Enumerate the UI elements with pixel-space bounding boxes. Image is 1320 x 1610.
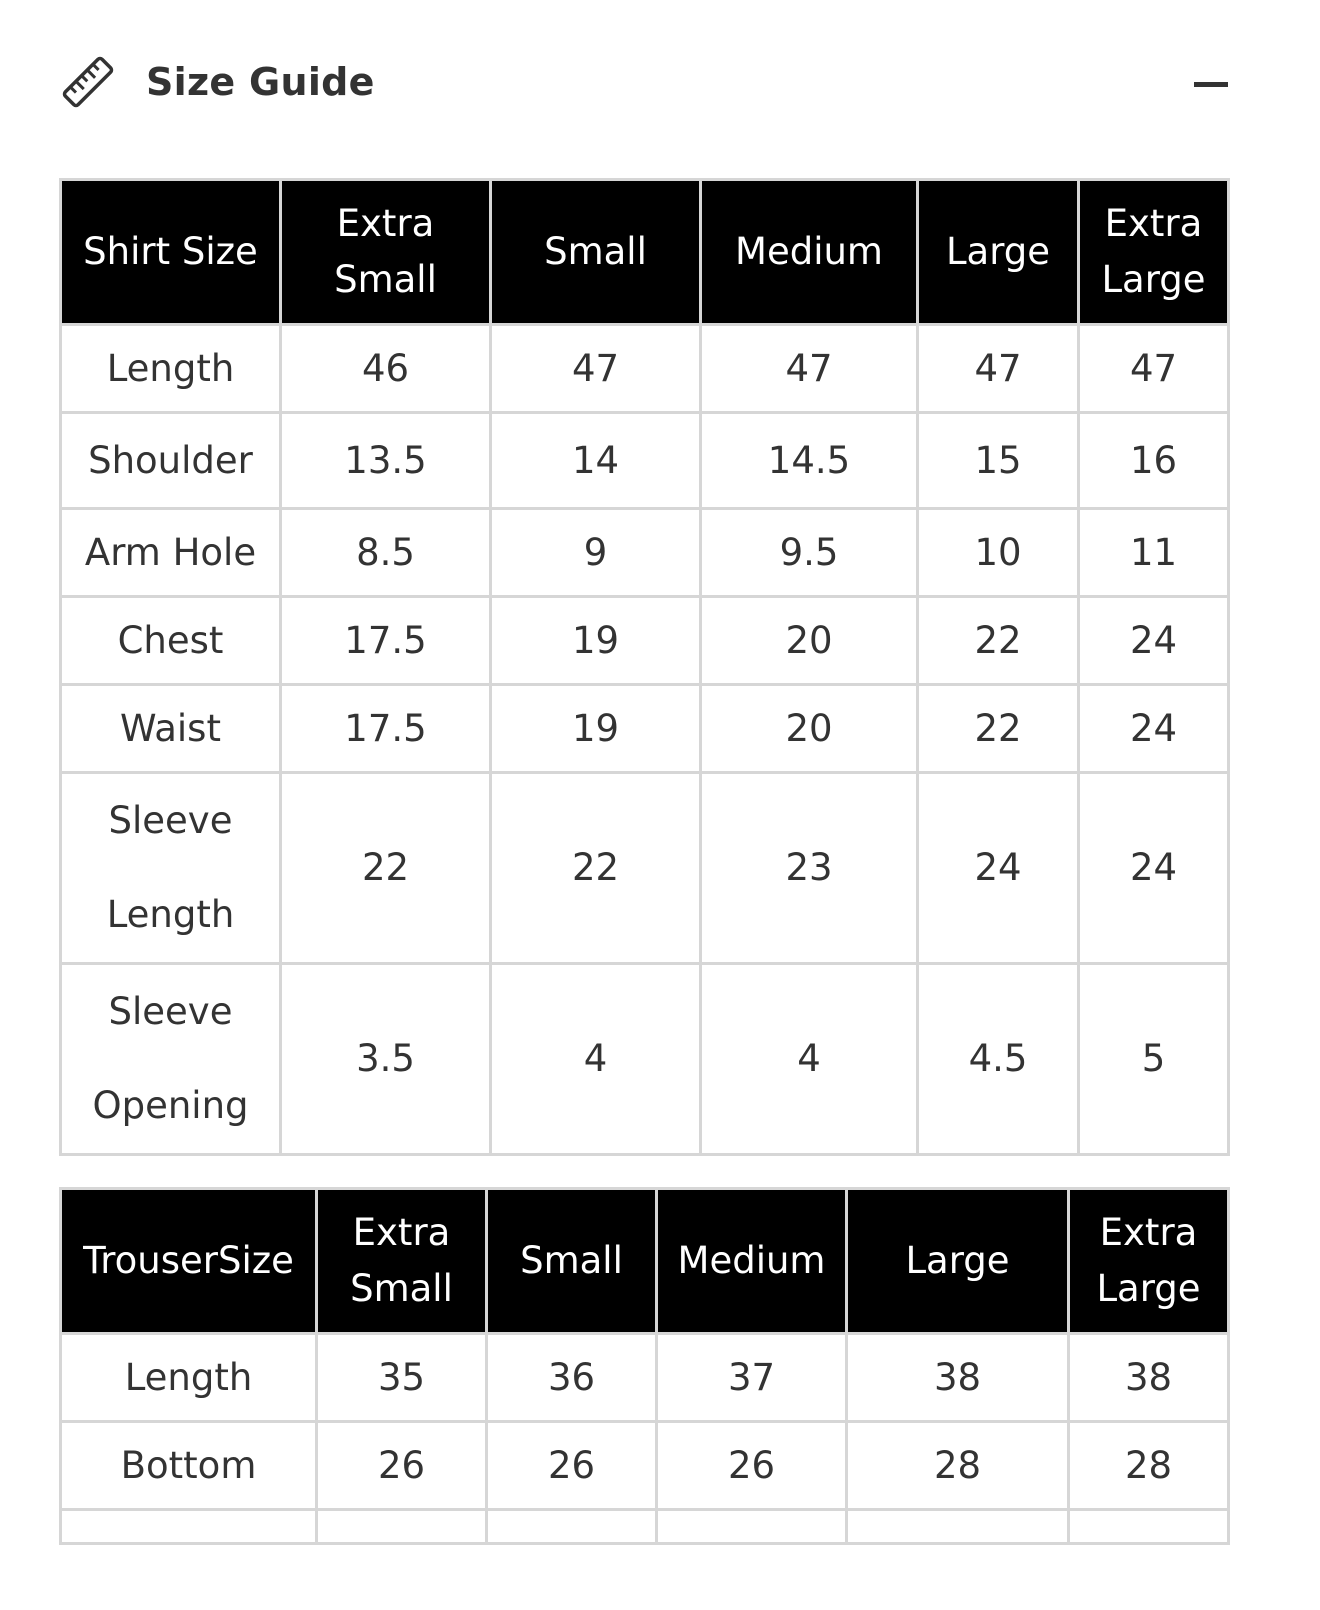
table-row (61, 964, 1229, 1155)
table-cell: 36 (487, 1334, 657, 1422)
table-cell: 17.5 (281, 597, 491, 685)
table-cell: 47 (491, 325, 701, 413)
header-cell: Extra Small (281, 180, 491, 325)
table-cell: 13.5 (281, 413, 491, 509)
page-title: Size Guide (146, 60, 375, 104)
table-cell: 22 (918, 685, 1079, 773)
table-cell: 4 (701, 964, 918, 1155)
table-cell: 9 (491, 509, 701, 597)
table-cell: 10 (918, 509, 1079, 597)
table-row (61, 685, 1229, 773)
table-row (61, 1510, 1229, 1544)
table-cell: 26 (657, 1422, 847, 1510)
row-label: Length (61, 1334, 317, 1422)
table-cell: 19 (491, 597, 701, 685)
table-cell: 26 (317, 1422, 487, 1510)
table-row (61, 509, 1229, 597)
table-cell: 17.5 (281, 685, 491, 773)
table-cell: 14 (491, 413, 701, 509)
table-cell: 20 (701, 597, 918, 685)
header-cell: Small (487, 1189, 657, 1334)
table-cell: 11 (1079, 509, 1229, 597)
table-cell: 47 (1079, 325, 1229, 413)
table-cell (317, 1510, 487, 1544)
header-cell: Extra Small (317, 1189, 487, 1334)
table-row (61, 1422, 1229, 1510)
table-cell: 19 (491, 685, 701, 773)
table-cell: 22 (918, 597, 1079, 685)
row-label: Sleeve Length (61, 773, 281, 964)
table-cell: 35 (317, 1334, 487, 1422)
table-cell: 38 (847, 1334, 1069, 1422)
table-cell: 23 (701, 773, 918, 964)
ruler-icon (60, 54, 116, 110)
table-cell: 28 (847, 1422, 1069, 1510)
table-cell: 24 (1079, 685, 1229, 773)
row-label: Chest (61, 597, 281, 685)
table-cell: 24 (1079, 597, 1229, 685)
table-cell (487, 1510, 657, 1544)
header-cell: Large (918, 180, 1079, 325)
row-label: Length (61, 325, 281, 413)
trouser-size-table (59, 1187, 1230, 1545)
minus-icon[interactable] (1194, 82, 1228, 87)
table-cell: 37 (657, 1334, 847, 1422)
header-cell: Extra Large (1069, 1189, 1229, 1334)
table-cell: 5 (1079, 964, 1229, 1155)
size-guide-header[interactable] (60, 48, 1228, 118)
table-row (61, 413, 1229, 509)
header-cell: Shirt Size (61, 180, 281, 325)
header-cell: Medium (657, 1189, 847, 1334)
header-cell: Small (491, 180, 701, 325)
row-label: Shoulder (61, 413, 281, 509)
table-cell: 24 (1079, 773, 1229, 964)
row-label: Sleeve Opening (61, 964, 281, 1155)
table-row (61, 325, 1229, 413)
table-cell: 47 (918, 325, 1079, 413)
table-cell: 16 (1079, 413, 1229, 509)
table-cell: 46 (281, 325, 491, 413)
table-cell: 22 (281, 773, 491, 964)
table-cell (1069, 1510, 1229, 1544)
table-cell (847, 1510, 1069, 1544)
table-cell: 4.5 (918, 964, 1079, 1155)
table-cell: 4 (491, 964, 701, 1155)
header-cell: TrouserSize (61, 1189, 317, 1334)
row-label: Bottom (61, 1422, 317, 1510)
table-cell: 24 (918, 773, 1079, 964)
table-cell: 22 (491, 773, 701, 964)
table-header-row (61, 1189, 1229, 1334)
table-cell: 15 (918, 413, 1079, 509)
header-cell: Large (847, 1189, 1069, 1334)
shirt-size-table (59, 178, 1230, 1156)
table-cell: 3.5 (281, 964, 491, 1155)
row-label: Arm Hole (61, 509, 281, 597)
table-cell: 28 (1069, 1422, 1229, 1510)
row-label: Waist (61, 685, 281, 773)
table-cell: 20 (701, 685, 918, 773)
table-cell: 47 (701, 325, 918, 413)
table-cell: 8.5 (281, 509, 491, 597)
table-cell: 26 (487, 1422, 657, 1510)
table-cell (61, 1510, 317, 1544)
table-cell: 9.5 (701, 509, 918, 597)
header-cell: Medium (701, 180, 918, 325)
table-row (61, 773, 1229, 964)
table-cell: 14.5 (701, 413, 918, 509)
table-cell (657, 1510, 847, 1544)
header-cell: Extra Large (1079, 180, 1229, 325)
table-row (61, 597, 1229, 685)
table-row (61, 1334, 1229, 1422)
table-header-row (61, 180, 1229, 325)
table-cell: 38 (1069, 1334, 1229, 1422)
